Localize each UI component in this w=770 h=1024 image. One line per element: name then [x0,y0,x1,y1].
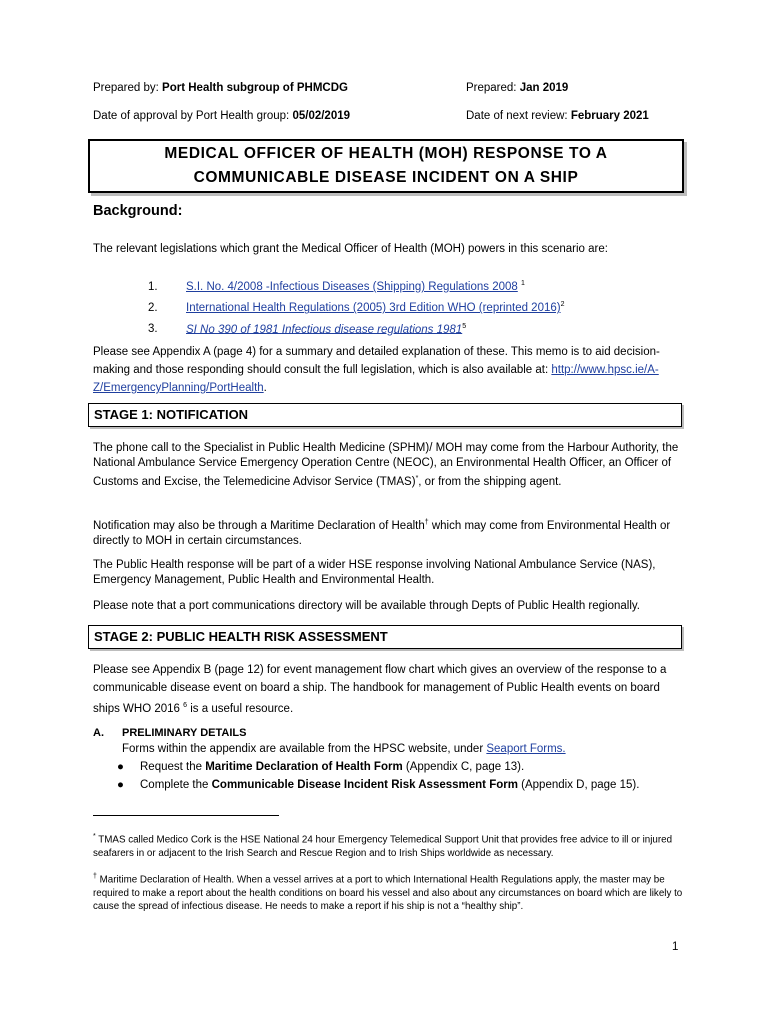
list-item: ● Complete the Communicable Disease Incident Risk Assessment Form (Appendix D, page 15). [117,777,639,795]
approval-date: Date of approval by Port Health group: 05/02/2019 [93,110,351,122]
list-item: 1. S.I. No. 4/2008 -Infectious Diseases (Shipping) Regulations 2008 $^1$ [148,280,525,293]
bullet-icon: ● [117,778,124,791]
background-heading: Background: [93,203,183,219]
bullet-icon: ● [117,761,124,773]
section-a-title: PRELIMINARY DETAILS [122,727,247,739]
prepared-date: Prepared: Jan 2019 [466,82,569,94]
forms-line: Forms within the appendix are available from the HPSC website, under Seaport Forms. [122,743,566,755]
stage1-paragraph-1: The phone call to the Specialist in Public Health Medicine (SPHM)/ MOH may come from the Harbour Authority, the National Ambulance Service Emergency Operation Centre (NEOC), an Environmental Health Officer, an Officer of Customs and Excise, the Telemedicine Advisor Service (TMAS)*, or from the shipping agent. [93,442,679,488]
legislation-link-3[interactable]: SI No 390 of 1981 Infectious disease regulations 1981 [186,323,463,336]
page-title: MEDICAL OFFICER OF HEALTH (MOH) RESPONSE TO A COMMUNICABLE DISEASE INCIDENT ON A SHIP [164,145,608,186]
stage1-paragraph-3: The Public Health response will be part of a wider HSE response involving National Ambulance Service (NAS), Emergency Management, Public Health and Environmental Health. [93,559,656,586]
prepared-by: Prepared by: Port Health subgroup of PHMCDG [93,82,348,94]
list-item: 2. International Health Regulations (2005) 3rd Edition WHO (reprinted 2016)$^2$ [148,301,565,315]
hpsc-porthealth-link[interactable]: http://www.hpsc.ie/A-Z/EmergencyPlanning/PortHealth [93,364,659,394]
stage2-heading-box [88,625,682,649]
stage1-heading-box [88,403,682,427]
stage2-paragraph: Please see Appendix B (page 12) for event management flow chart which gives an overview of the response to a communicable disease event on board a ship. The handbook for management of Public Health events on board ships WHO 2016 $^6$ is a useful resource. [93,664,667,715]
stage1-heading: STAGE 1: NOTIFICATION [94,407,249,422]
footnote-1: * TMAS called Medico Cork is the HSE National 24 hour Emergency Telemedical Support Unit that provides free advice to ill or injured seafarers in or adjacent to the Irish Search and Rescue Region and to Irish Ships worldwide as necessary. [93,833,673,859]
legislation-link-2[interactable]: International Health Regulations (2005) 3rd Edition WHO (reprinted 2016) [186,302,561,315]
footnote-divider [93,815,279,816]
form-bullets [117,759,639,794]
section-a-label: A. [93,727,104,739]
footnote-2: † Maritime Declaration of Health. When a vessel arrives at a port to which International Health Regulations apply, the master may be required to make a report about the health conditions on board his vessel and also about any circumstances on board which are likely to cause the spread of infectious disease. He needs to make a report if his ship is not a “healthy ship”. [93,873,683,913]
legislation-link-1[interactable]: S.I. No. 4/2008 -Infectious Diseases (Shipping) Regulations 2008 [186,280,518,293]
appendix-paragraph: Please see Appendix A (page 4) for a summary and detailed explanation of these. This memo is to aid decision-making and those responding should consult the full legislation, which is also available at: http://www.hpsc.ie/A-Z/EmergencyPlanning/PortHealth. [93,346,660,394]
list-item: ● Request the Maritime Declaration of Health Form (Appendix C, page 13). [117,759,639,777]
review-date: Date of next review: February 2021 [466,110,649,122]
stage2-heading: STAGE 2: PUBLIC HEALTH RISK ASSESSMENT [94,629,388,644]
background-intro: The relevant legislations which grant the Medical Officer of Health (MOH) powers in this scenario are: [93,243,608,255]
list-item: 3. SI No 390 of 1981 Infectious disease regulations 1981$^5$ [148,322,467,336]
page-number: 1 [672,941,679,953]
title-box [88,139,684,193]
legislation-list [148,275,565,339]
stage1-paragraph-4: Please note that a port communications directory will be available through Depts of Public Health regionally. [93,600,640,612]
stage1-paragraph-2: Notification may also be through a Maritime Declaration of Health† which may come from Environmental Health or directly to MOH in certain circumstances. [93,519,671,547]
seaport-forms-link[interactable]: Seaport Forms. [486,743,566,755]
